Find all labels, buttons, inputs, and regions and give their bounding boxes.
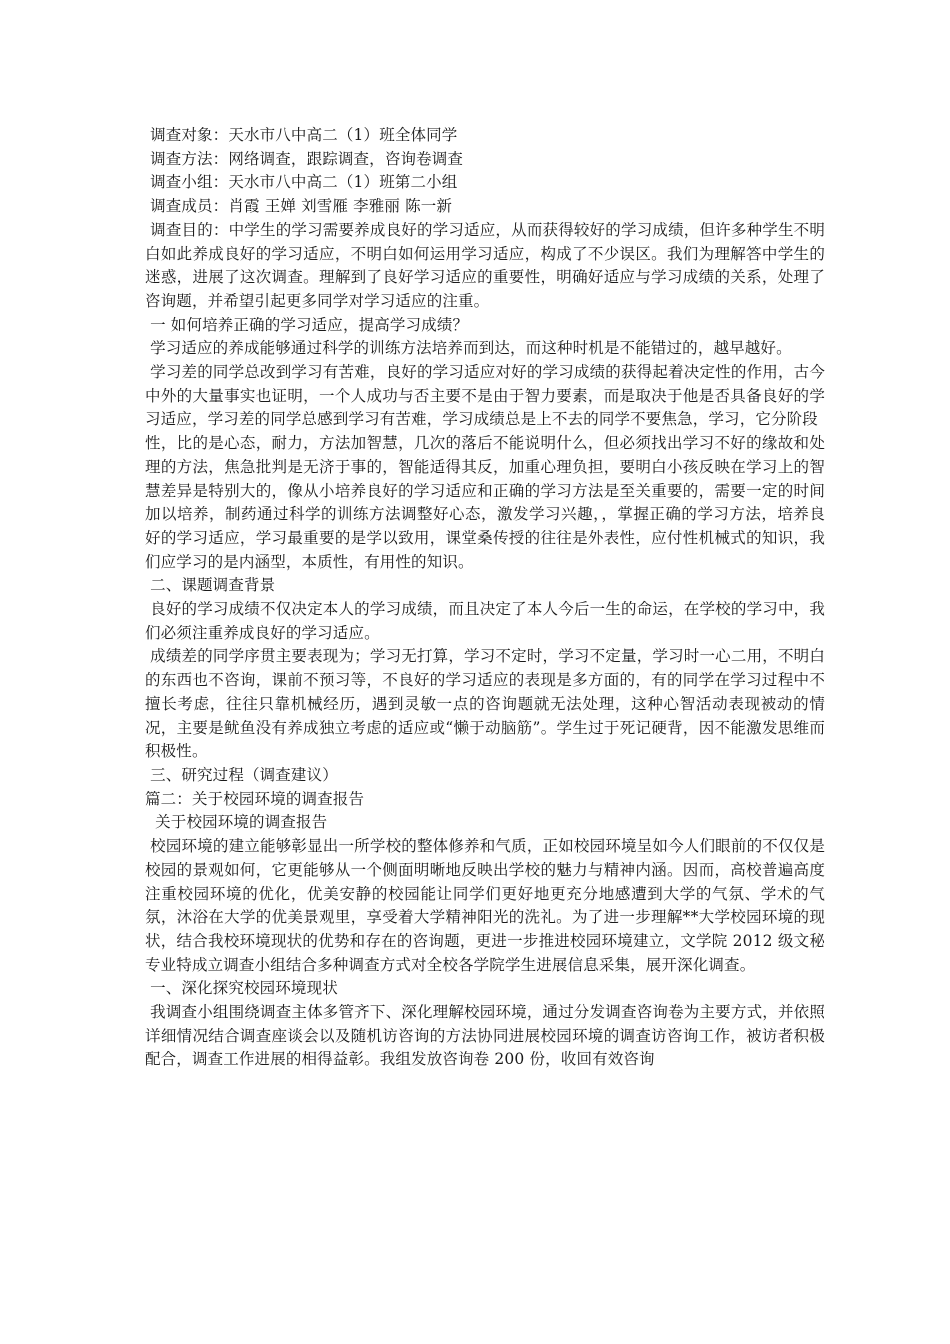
paragraph-campus-method: 我调查小组围绕调查主体多管齐下、深化理解校园环境，通过分发调查咨询卷为主要方式，并依照详细情况结合调查座谈会以及随机访咨询的方法协同进展校园环境的调查访咨询工作，被访者积极配合，调查工作进展的相得益彰。我组发放咨询卷 200 份，收回有效咨询 bbox=[145, 1003, 826, 1069]
paragraph-survey-group: 调查小组：天水市八中高二（1）班第二小组 bbox=[145, 173, 458, 192]
paragraph-campus-intro: 校园环境的建立能够彰显出一所学校的整体修养和气质，正如校园环境呈如今人们眼前的不仅仅是校园的景观如何，它更能够从一个侧面明晰地反映出学校的魅力与精神内涵。因而，高校普遍高度注重校园环境的优化，优美安静的校园能让同学们更好地更充分地感遭到大学的气氛、学术的气氛，沐浴在大学的优美景观里，享受着大学精神阳光的洗礼。为了进一步理解**大学校园环境的现状，结合我校环境现状的优势和存在的咨询题，更进一步推进校园环境建立，文学院 2012 级文秘专业特成立调查小组结合多种调查方式对全校各学院学生进展信息采集，展开深化调查。 bbox=[145, 837, 826, 974]
paragraph-habit-training: 学习适应的养成能够通过科学的训练方法培养而到达，而这种时机是不能错过的，越早越好。 bbox=[145, 339, 792, 358]
paragraph-poor-students: 学习差的同学总改到学习有苦难，良好的学习适应对好的学习成绩的获得起着决定性的作用，古今中外的大量事实也证明，一个人成功与否主要不是由于智力要素，而是取决于他是否具备良好的学习适应，学习差的同学总感到学习有苦难，学习成绩总是上不去的同学不要焦急，学习，它分阶段 bbox=[145, 363, 826, 429]
heading-report-title: 关于校园环境的调查报告 bbox=[145, 813, 328, 832]
paragraph-survey-target: 调查对象：天水市八中高二（1）班全体同学 bbox=[145, 126, 458, 144]
heading-section-one: 一 如何培养正确的学习适应，提高学习成绩？ bbox=[145, 315, 469, 334]
paragraph-background: 良好的学习成绩不仅决定本人的学习成绩，而且决定了本人今后一生的命运，在学校的学习中，我们必须注重养成良好的学习适应。 bbox=[145, 600, 826, 642]
paragraph-survey-method: 调查方法：网络调查，跟踪调查，咨询卷调查 bbox=[145, 149, 464, 168]
paragraph-survey-purpose: 调查目的：中学生的学习需要养成良好的学习适应，从而获得较好的学习成绩，但许多种学生不明白如此养成良好的学习适应，不明白如何运用学习适应，构成了不少误区。我们为理解答中学生的迷惑，进展了这次调查。理解到了良好学习适应的重要性，明确好适应与学习成绩的关系，处理了咨询题，并希望引起更多同学对学习适应的注重。 bbox=[145, 220, 826, 310]
heading-part-two: 篇二：关于校园环境的调查报告 bbox=[145, 789, 365, 808]
paragraph-poor-habits: 成绩差的同学序贯主要表现为；学习无打算，学习不定时，学习不定量，学习时一心二用，不明白的东西也不咨询，课前不预习等，不良好的学习适应的表现是多方面的，有的同学在学习过程中不擅长考虑，往往只靠机械经历，遇到灵敏一点的咨询题就无法处理，这种心智活动表现被动的情况，主要是鱿鱼没有养成独立考虑的适应或“懒于动脑筋”。学生过于死记硬背，因不能激发思维而积极性。 bbox=[145, 647, 826, 761]
heading-campus-section-one: 一、深化探究校园环境现状 bbox=[145, 979, 338, 998]
document-body bbox=[145, 124, 825, 1072]
heading-section-two: 二、课题调查背景 bbox=[145, 576, 276, 595]
paragraph-mindset: 性，比的是心态，耐力，方法加智慧，几次的落后不能说明什么，但必须找出学习不好的缘故和处理的方法，焦急批判是无济于事的，智能适得其反，加重心理负担，要明白小孩反映在学习上的智慧差异是特别大的，像从小培养良好的学习适应和正确的学习方法是至关重要的，需要一定的时间加以培养，制药通过科学的训练方法调整好心态，激发学习兴趣，，掌握正确的学习方法，培养良好的学习适应，学习最重要的是学以致用，课堂桑传授的往往是外表性，应付性机械式的知识，我们应学习的是内涵型，本质性，有用性的知识。 bbox=[145, 434, 825, 571]
paragraph-survey-members: 调查成员：肖霞 王婵 刘雪雁 李雅丽 陈一新 bbox=[145, 197, 453, 216]
heading-section-three: 三、研究过程（调查建议） bbox=[145, 765, 338, 784]
